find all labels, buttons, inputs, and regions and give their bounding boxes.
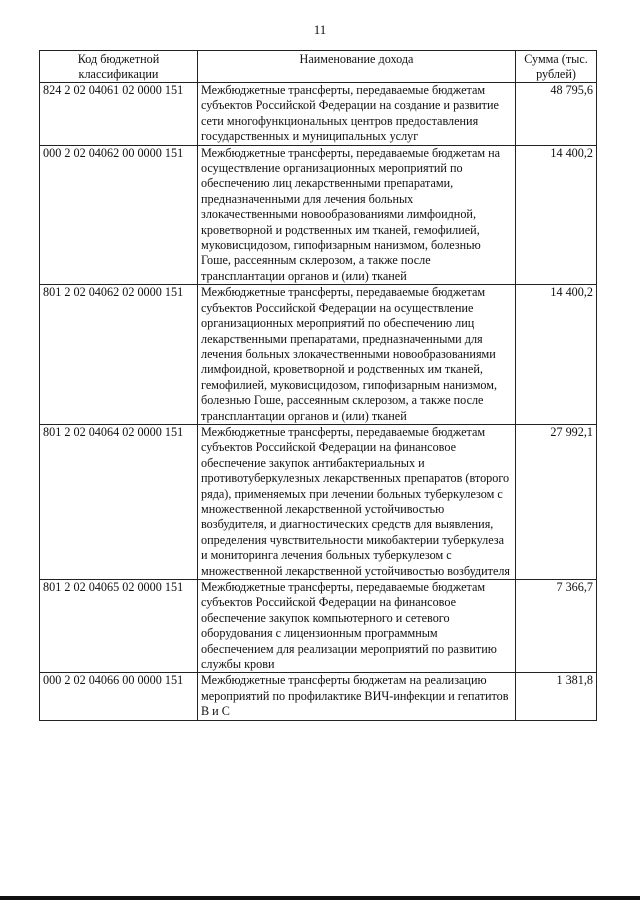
sum-cell: 48 795,6 xyxy=(516,83,597,146)
table-row xyxy=(40,145,597,285)
budget-code-cell: 801 2 02 04064 02 0000 151 xyxy=(40,424,198,579)
revenue-name-cell: Межбюджетные трансферты, передаваемые бюджетам на осуществление организационных мероприятий по обеспечению лиц лекарственными препаратами, предназначенными для лечения больных злокачественными новообразованиями лимфоидной, кроветворной и родственных им тканей, гемофилией, муковисцидозом, гипофизарным нанизмом, болезнью Гоше, рассеянным склерозом, а также после трансплантации органов и (или) тканей xyxy=(198,145,516,285)
budget-code-cell: 801 2 02 04065 02 0000 151 xyxy=(40,580,198,673)
table-row xyxy=(40,285,597,425)
budget-code-cell: 000 2 02 04062 00 0000 151 xyxy=(40,145,198,285)
revenue-name-cell: Межбюджетные трансферты бюджетам на реализацию мероприятий по профилактике ВИЧ-инфекции и гепатитов В и С xyxy=(198,673,516,720)
revenue-name-cell: Межбюджетные трансферты, передаваемые бюджетам субъектов Российской Федерации на финансовое обеспечение закупок антибактериальных и противотуберкулезных лекарственных препаратов (второго ряда), применяемых при лечении больных туберкулезом с множественной лекарственной устойчивостью возбудителя, и диагностических средств для выявления, определения чувствительности микобактерии туберкулеза и мониторинга лечения больных туберкулезом с множественной лекарственной устойчивостью возбудителя xyxy=(198,424,516,579)
budget-code-cell: 000 2 02 04066 00 0000 151 xyxy=(40,673,198,720)
revenue-name-cell: Межбюджетные трансферты, передаваемые бюджетам субъектов Российской Федерации на создание и развитие сети многофункциональных центров предоставления государственных и муниципальных услуг xyxy=(198,83,516,146)
table-row xyxy=(40,424,597,579)
table-row xyxy=(40,83,597,146)
revenue-name-cell: Межбюджетные трансферты, передаваемые бюджетам субъектов Российской Федерации на осуществление организационных мероприятий по обеспечению лиц лекарственными препаратами, предназначенными для лечения больных злокачественными новообразованиями лимфоидной, кроветворной и родственных им тканей, гемофилией, муковисцидозом, гипофизарным нанизмом, болезнью Гоше, рассеянным склерозом, а также после трансплантации органов и (или) тканей xyxy=(198,285,516,425)
header-sum: Сумма (тыс. рублей) xyxy=(516,51,597,83)
sum-cell: 1 381,8 xyxy=(516,673,597,720)
page-number: 11 xyxy=(313,22,327,37)
sum-cell: 27 992,1 xyxy=(516,424,597,579)
sum-cell: 7 366,7 xyxy=(516,580,597,673)
table-row xyxy=(40,580,597,673)
sum-cell: 14 400,2 xyxy=(516,145,597,285)
header-code: Код бюджетной классификации xyxy=(40,51,198,83)
sum-cell: 14 400,2 xyxy=(516,285,597,425)
table-header-row xyxy=(40,51,597,83)
revenue-table xyxy=(39,50,597,721)
page-bottom-rule xyxy=(0,896,640,900)
budget-code-cell: 801 2 02 04062 02 0000 151 xyxy=(40,285,198,425)
budget-code-cell: 824 2 02 04061 02 0000 151 xyxy=(40,83,198,146)
table-row xyxy=(40,673,597,720)
revenue-name-cell: Межбюджетные трансферты, передаваемые бюджетам субъектов Российской Федерации на финансовое обеспечение закупок компьютерного и сетевого оборудования с лицензионным программным обеспечением для реализации мероприятий по развитию службы крови xyxy=(198,580,516,673)
header-name: Наименование дохода xyxy=(198,51,516,83)
